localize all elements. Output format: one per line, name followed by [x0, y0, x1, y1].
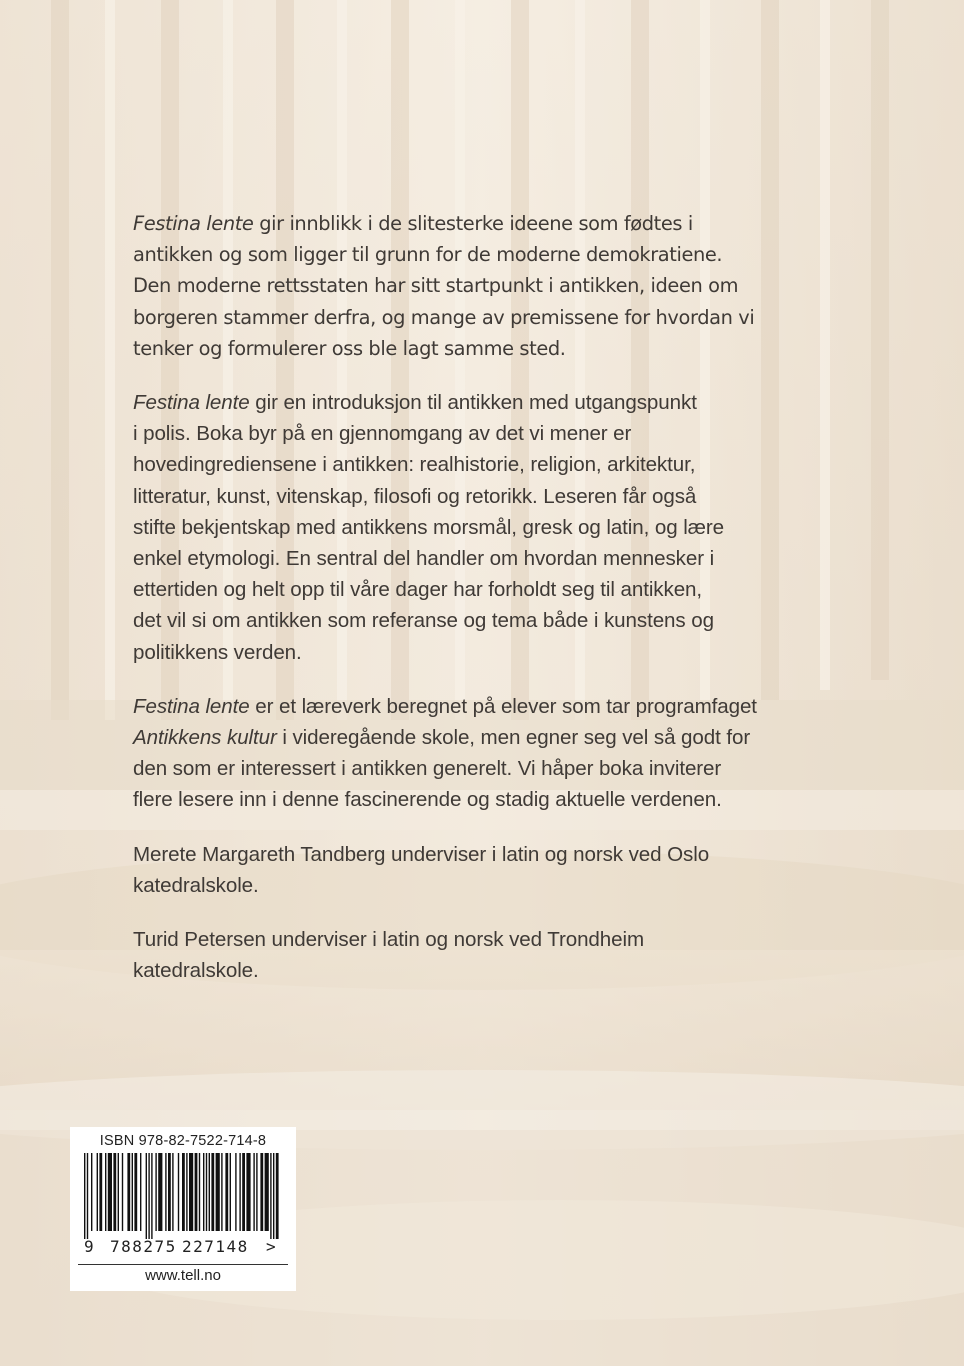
back-cover-text — [133, 208, 833, 1009]
text-line: Turid Petersen underviser i latin og norsk ved Trondheim — [133, 928, 645, 952]
text-line: katedralskole. — [133, 959, 259, 983]
isbn-number: ISBN 978-82-7522-714-8 — [99, 1133, 267, 1149]
author-bio-tandberg — [133, 839, 833, 901]
text-line: enkel etymologi. En sentral del handler om hvordan mennesker i — [133, 547, 715, 571]
text-line: Festina lente gir en introduksjon til antikken med utgangspunkt — [133, 391, 697, 415]
text-line: politikkens verden. — [133, 640, 302, 664]
intro-paragraph — [133, 208, 833, 364]
text-line: Antikkens kultur i videregående skole, men egner seg vel så godt for — [133, 726, 751, 750]
text-line: tenker og formulerer oss ble lagt samme sted. — [133, 336, 566, 360]
text-line: Festina lente gir innblikk i de slitesterke ideene som fødtes i — [133, 212, 693, 235]
divider — [78, 1264, 288, 1265]
text-line: borgeren stammer derfra, og mange av premissene for hvordan vi — [133, 305, 755, 329]
text-line: ettertiden og helt opp til våre dager har forholdt seg til antikken, — [133, 578, 703, 602]
text-line: i polis. Boka byr på en gjennomgang av det vi mener er — [133, 422, 632, 446]
text-line: Den moderne rettsstaten har sitt startpunkt i antikken, ideen om — [133, 274, 739, 298]
text-line: Festina lente er et læreverk beregnet på elever som tar programfaget — [133, 694, 757, 718]
barcode-digits-right: 227148 — [182, 1237, 249, 1256]
book-title-italic: Festina lente — [133, 212, 254, 235]
book-title-italic: Festina lente — [133, 391, 250, 415]
barcode-digit-first: 9 — [84, 1237, 94, 1256]
barcode-digits-left: 788275 — [110, 1237, 177, 1256]
book-title-italic: Festina lente — [133, 694, 250, 718]
barcode-icon — [84, 1153, 282, 1239]
text-line: katedralskole. — [133, 873, 259, 897]
text-line: hovedingrediensene i antikken: realhistorie, religion, arkitektur, — [133, 453, 696, 477]
barcode-quiet-zone-arrow: > — [266, 1237, 276, 1256]
text-line: litteratur, kunst, vitenskap, filosofi og retorikk. Leseren får også — [133, 484, 697, 508]
text-line: det vil si om antikken som referanse og tema både i kunstens og — [133, 609, 714, 633]
text-line: antikken og som ligger til grunn for de moderne demokratiene. — [133, 243, 723, 267]
text-line: den som er interessert i antikken generelt. Vi håper boka inviterer — [133, 757, 722, 781]
course-name-italic: Antikkens kultur — [133, 726, 277, 750]
isbn-barcode-box — [70, 1127, 296, 1291]
text-line: Merete Margareth Tandberg underviser i latin og norsk ved Oslo — [133, 842, 710, 866]
contents-paragraph — [133, 387, 833, 668]
text-line: stifte bekjentskap med antikkens morsmål, gresk og latin, og lære — [133, 515, 724, 539]
text-line: flere lesere inn i denne fascinerende og stadig aktuelle verdenen. — [133, 788, 722, 812]
author-bio-petersen — [133, 924, 833, 986]
publisher-website: www.tell.no — [145, 1267, 221, 1284]
audience-paragraph — [133, 691, 833, 816]
